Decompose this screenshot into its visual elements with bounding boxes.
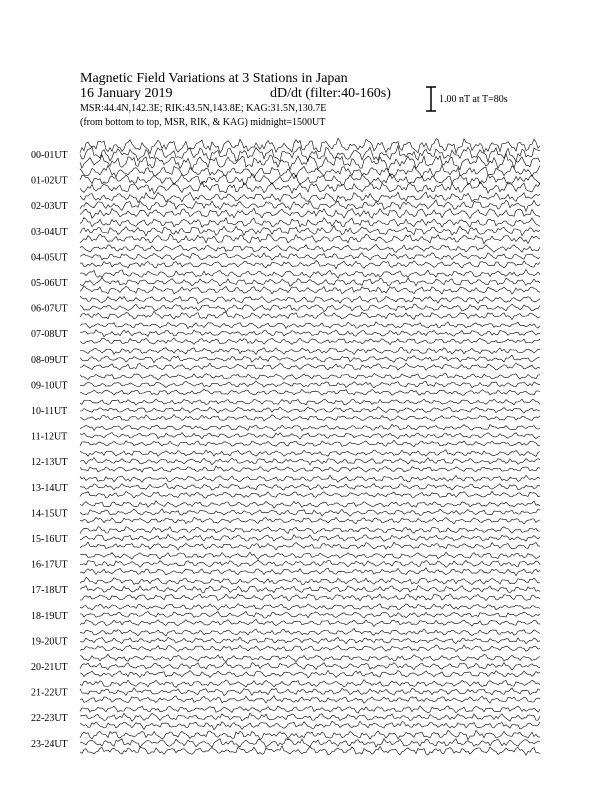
row-label: 20-21UT	[31, 662, 68, 673]
trace-kag	[80, 654, 540, 661]
date-label: 16 January 2019	[80, 86, 173, 101]
trace-msr	[80, 594, 540, 601]
row-label: 13-14UT	[31, 482, 68, 494]
trace-msr	[80, 491, 540, 498]
trace-kag	[80, 680, 540, 688]
trace-msr	[80, 645, 540, 652]
trace-rik	[80, 688, 540, 696]
trace-kag	[80, 399, 540, 405]
trace-msr	[80, 234, 540, 244]
trace-msr	[80, 363, 540, 370]
trace-rik	[80, 612, 540, 619]
row-label: 21-22UT	[31, 687, 68, 699]
trace-msr	[80, 517, 540, 524]
row-label: 06-07UT	[31, 303, 68, 315]
trace-msr	[80, 286, 540, 294]
trace-msr	[80, 311, 540, 319]
trace-kag	[80, 296, 540, 304]
row-label: 07-08UT	[31, 329, 68, 341]
trace-msr	[80, 415, 540, 422]
trace-rik	[80, 355, 540, 363]
row-label: 23-24UT	[31, 738, 68, 750]
trace-kag	[80, 706, 540, 713]
trace-kag	[80, 577, 540, 584]
trace-kag	[80, 373, 540, 379]
trace-msr	[80, 746, 540, 755]
trace-rik	[80, 534, 540, 541]
trace-msr	[80, 261, 540, 269]
trace-kag	[80, 730, 540, 739]
trace-msr	[80, 670, 540, 678]
row-label: 15-16UT	[31, 534, 68, 545]
trace-kag	[80, 138, 540, 154]
trace-rik	[80, 662, 540, 670]
trace-rik	[80, 458, 540, 465]
trace-rik	[80, 586, 540, 593]
trace-rik	[80, 253, 540, 260]
row-label: 18-19UT	[31, 610, 68, 622]
row-label: 01-02UT	[31, 175, 68, 187]
trace-msr	[80, 181, 540, 194]
trace-kag	[80, 450, 540, 457]
trace-rik	[80, 304, 540, 312]
trace-msr	[80, 619, 540, 626]
trace-msr	[80, 338, 540, 345]
trace-rik	[80, 433, 540, 440]
trace-kag	[80, 552, 540, 559]
trace-rik	[80, 174, 540, 186]
trace-msr	[80, 721, 540, 729]
trace-msr	[80, 466, 540, 472]
row-label: 16-17UT	[31, 559, 68, 571]
trace-rik	[80, 509, 540, 517]
trace-msr	[80, 568, 540, 576]
quantity-label: dD/dt (filter:40-160s)	[270, 86, 391, 101]
row-label: 08-09UT	[31, 354, 68, 366]
row-label: 12-13UT	[31, 457, 68, 469]
trace-kag	[80, 629, 540, 636]
trace-kag	[80, 604, 540, 611]
trace-rik	[80, 637, 540, 644]
trace-kag	[80, 475, 540, 482]
trace-rik	[80, 713, 540, 721]
trace-msr	[80, 440, 540, 447]
trace-rik	[80, 560, 540, 567]
trace-rik	[80, 330, 540, 337]
trace-msr	[80, 696, 540, 704]
trace-rik	[80, 483, 540, 490]
trace-rik	[80, 277, 540, 286]
chart-title: Magnetic Field Variations at 3 Stations in Japan	[80, 71, 348, 86]
trace-kag	[80, 347, 540, 354]
row-label: 22-23UT	[31, 713, 68, 725]
row-label: 04-05UT	[31, 252, 68, 264]
trace-kag	[80, 527, 540, 534]
row-label: 10-11UT	[31, 406, 68, 417]
trace-msr	[80, 542, 540, 550]
trace-rik	[80, 200, 540, 211]
scale-label: 1.00 nT at T=80s	[439, 94, 508, 105]
trace-rik	[80, 226, 540, 236]
trace-msr	[80, 389, 540, 395]
row-label: 14-15UT	[31, 508, 68, 520]
row-label: 05-06UT	[31, 278, 68, 289]
row-label: 19-20UT	[31, 636, 68, 648]
row-label: 09-10UT	[31, 380, 68, 392]
trace-kag	[80, 424, 540, 431]
trace-rik	[80, 381, 540, 388]
trace-kag	[80, 244, 540, 252]
trace-rik	[80, 407, 540, 413]
row-label: 02-03UT	[31, 201, 68, 213]
trace-kag	[80, 501, 540, 509]
trace-kag	[80, 218, 540, 228]
row-label: 17-18UT	[31, 585, 68, 597]
trace-kag	[80, 322, 540, 329]
row-label: 11-12UT	[31, 431, 68, 443]
station-coordinates: MSR:44.4N,142.3E; RIK:43.5N,143.8E; KAG:31.5N,130.7E	[80, 103, 327, 114]
row-label: 00-01UT	[31, 150, 68, 161]
trace-kag	[80, 269, 540, 278]
row-label: 03-04UT	[31, 226, 68, 238]
trace-kag	[80, 165, 540, 178]
station-order-note: (from bottom to top, MSR, RIK, & KAG) midnight=1500UT	[80, 117, 326, 128]
